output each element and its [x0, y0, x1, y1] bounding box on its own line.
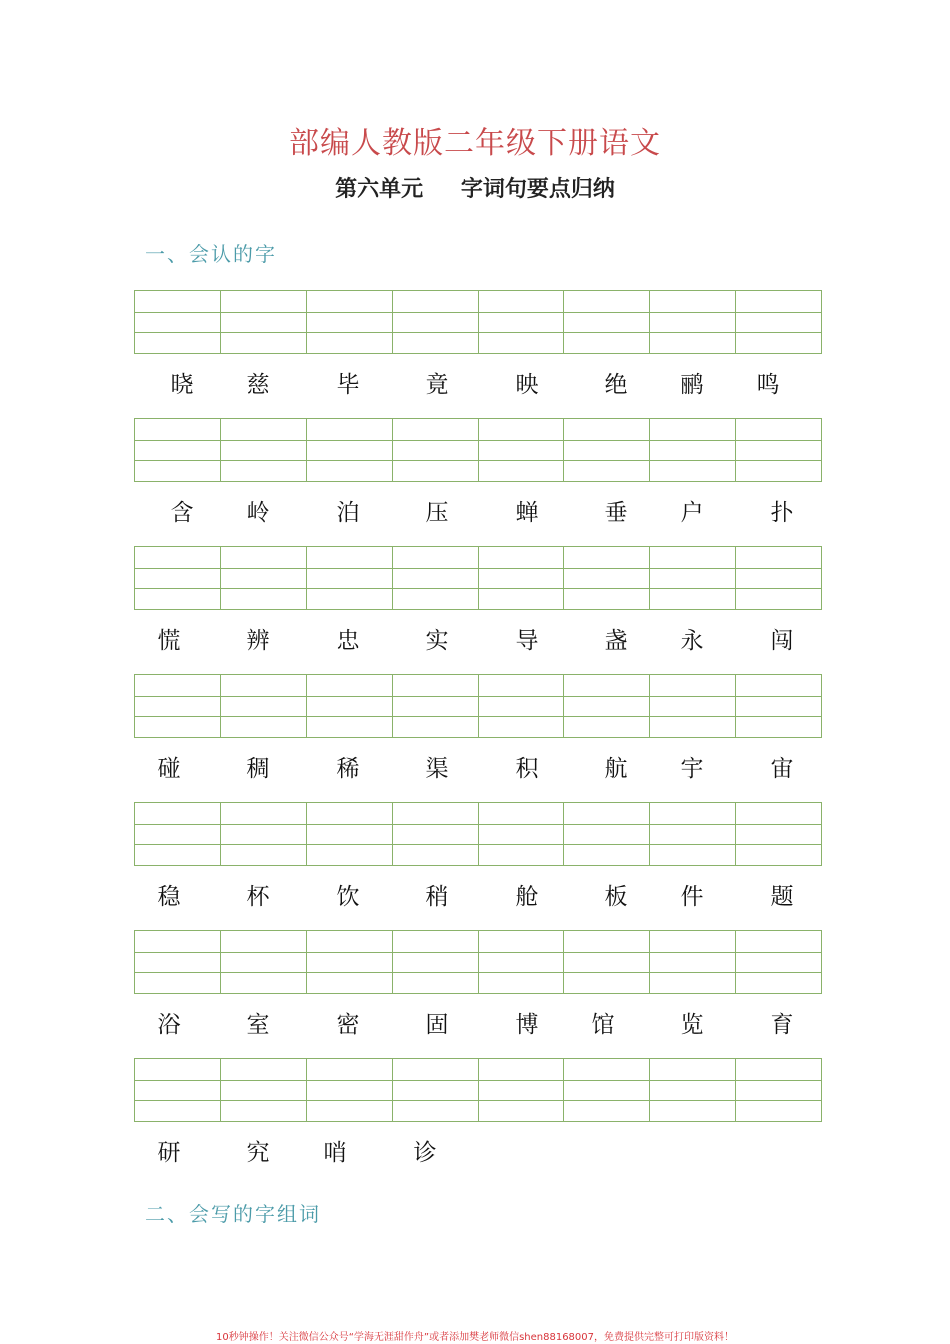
character: 碰	[157, 756, 181, 782]
grid-cell	[135, 547, 221, 609]
grid-cell	[393, 803, 479, 865]
character: 鹂	[680, 372, 704, 398]
grid-cell	[135, 931, 221, 993]
grid-cell	[479, 291, 565, 353]
grid-cell	[479, 803, 565, 865]
grid-cell	[736, 675, 821, 737]
grid-cell	[479, 931, 565, 993]
grid-cell	[307, 419, 393, 481]
character: 闯	[770, 628, 794, 654]
character: 慈	[246, 372, 270, 398]
footer-note: 10秒钟操作！关注微信公众号“学海无涯甜作舟”或者添加樊老师微信shen88168007，免费提供完整可打印版资料！	[215, 1332, 735, 1343]
writing-grid	[134, 1058, 822, 1122]
grid-cell	[736, 803, 821, 865]
character: 压	[425, 500, 449, 526]
grid-cell	[479, 419, 565, 481]
grid-cell	[479, 1059, 565, 1121]
grid-cell	[736, 931, 821, 993]
grid-cell	[221, 675, 307, 737]
character: 航	[604, 756, 628, 782]
character: 固	[425, 1012, 449, 1038]
character: 室	[246, 1012, 270, 1038]
character: 杯	[246, 884, 270, 910]
grid-cell	[736, 1059, 821, 1121]
grid-cell	[307, 291, 393, 353]
grid-cell	[221, 547, 307, 609]
section-heading-write: 二、会写的字组词	[145, 1202, 321, 1226]
grid-cell	[650, 675, 736, 737]
character: 宇	[680, 756, 704, 782]
character: 盏	[604, 628, 628, 654]
grid-cell	[135, 291, 221, 353]
grid-cell	[564, 547, 650, 609]
grid-cell	[650, 547, 736, 609]
grid-cell	[479, 547, 565, 609]
character: 研	[157, 1140, 181, 1166]
character-row	[0, 878, 950, 918]
section-heading-recognize: 一、会认的字	[145, 242, 277, 266]
character: 宙	[770, 756, 794, 782]
writing-grid	[134, 418, 822, 482]
character-row	[0, 494, 950, 534]
character: 鸣	[756, 372, 780, 398]
writing-grid	[134, 290, 822, 354]
character: 育	[770, 1012, 794, 1038]
grid-cell	[650, 419, 736, 481]
grid-cell	[736, 547, 821, 609]
character: 绝	[604, 372, 628, 398]
character: 馆	[591, 1012, 615, 1038]
grid-cell	[736, 419, 821, 481]
character: 稠	[246, 756, 270, 782]
character: 诊	[413, 1140, 437, 1166]
grid-cell	[393, 419, 479, 481]
grid-cell	[135, 675, 221, 737]
character: 舱	[515, 884, 539, 910]
grid-cell	[650, 803, 736, 865]
document-title: 部编人教版二年级下册语文	[289, 126, 661, 161]
grid-cell	[135, 803, 221, 865]
grid-cell	[221, 931, 307, 993]
grid-cell	[135, 419, 221, 481]
grid-cell	[307, 803, 393, 865]
character: 览	[680, 1012, 704, 1038]
grid-cell	[393, 931, 479, 993]
character: 稳	[157, 884, 181, 910]
grid-cell	[393, 1059, 479, 1121]
character: 稀	[336, 756, 360, 782]
grid-cell	[564, 291, 650, 353]
grid-cell	[564, 419, 650, 481]
character: 扑	[770, 500, 794, 526]
grid-cell	[307, 675, 393, 737]
character: 板	[604, 884, 628, 910]
writing-grid	[134, 802, 822, 866]
character: 究	[246, 1140, 270, 1166]
character-row	[0, 1134, 950, 1174]
grid-cell	[650, 1059, 736, 1121]
character: 密	[336, 1012, 360, 1038]
character: 户	[680, 500, 704, 526]
character: 积	[515, 756, 539, 782]
grid-cell	[221, 803, 307, 865]
character: 博	[515, 1012, 539, 1038]
character-row	[0, 1006, 950, 1046]
character: 辨	[246, 628, 270, 654]
character: 忠	[336, 628, 360, 654]
character: 实	[425, 628, 449, 654]
grid-cell	[736, 291, 821, 353]
character: 饮	[336, 884, 360, 910]
character: 晓	[170, 372, 194, 398]
character: 永	[680, 628, 704, 654]
grid-cell	[564, 803, 650, 865]
grid-cell	[307, 1059, 393, 1121]
writing-grid	[134, 674, 822, 738]
character: 竟	[425, 372, 449, 398]
character: 哨	[323, 1140, 347, 1166]
grid-cell	[650, 291, 736, 353]
character: 稍	[425, 884, 449, 910]
character: 含	[170, 500, 194, 526]
character: 题	[770, 884, 794, 910]
writing-grid	[134, 546, 822, 610]
character: 件	[680, 884, 704, 910]
grid-cell	[393, 675, 479, 737]
grid-cell	[564, 931, 650, 993]
writing-grid	[134, 930, 822, 994]
character: 导	[515, 628, 539, 654]
character-row	[0, 622, 950, 662]
grid-cell	[307, 931, 393, 993]
document-subtitle: 第六单元 字词句要点归纳	[335, 176, 615, 202]
character-row	[0, 750, 950, 790]
grid-cell	[221, 1059, 307, 1121]
grid-cell	[135, 1059, 221, 1121]
character: 浴	[157, 1012, 181, 1038]
grid-cell	[393, 291, 479, 353]
character-row	[0, 366, 950, 406]
grid-cell	[221, 419, 307, 481]
character: 垂	[604, 500, 628, 526]
character: 慌	[157, 628, 181, 654]
character: 映	[515, 372, 539, 398]
character: 蝉	[515, 500, 539, 526]
grid-cell	[479, 675, 565, 737]
character: 岭	[246, 500, 270, 526]
grid-cell	[650, 931, 736, 993]
character: 毕	[336, 372, 360, 398]
grid-cell	[393, 547, 479, 609]
character: 泊	[336, 500, 360, 526]
character: 渠	[425, 756, 449, 782]
grid-cell	[564, 675, 650, 737]
grid-cell	[307, 547, 393, 609]
grid-cell	[221, 291, 307, 353]
grid-cell	[564, 1059, 650, 1121]
